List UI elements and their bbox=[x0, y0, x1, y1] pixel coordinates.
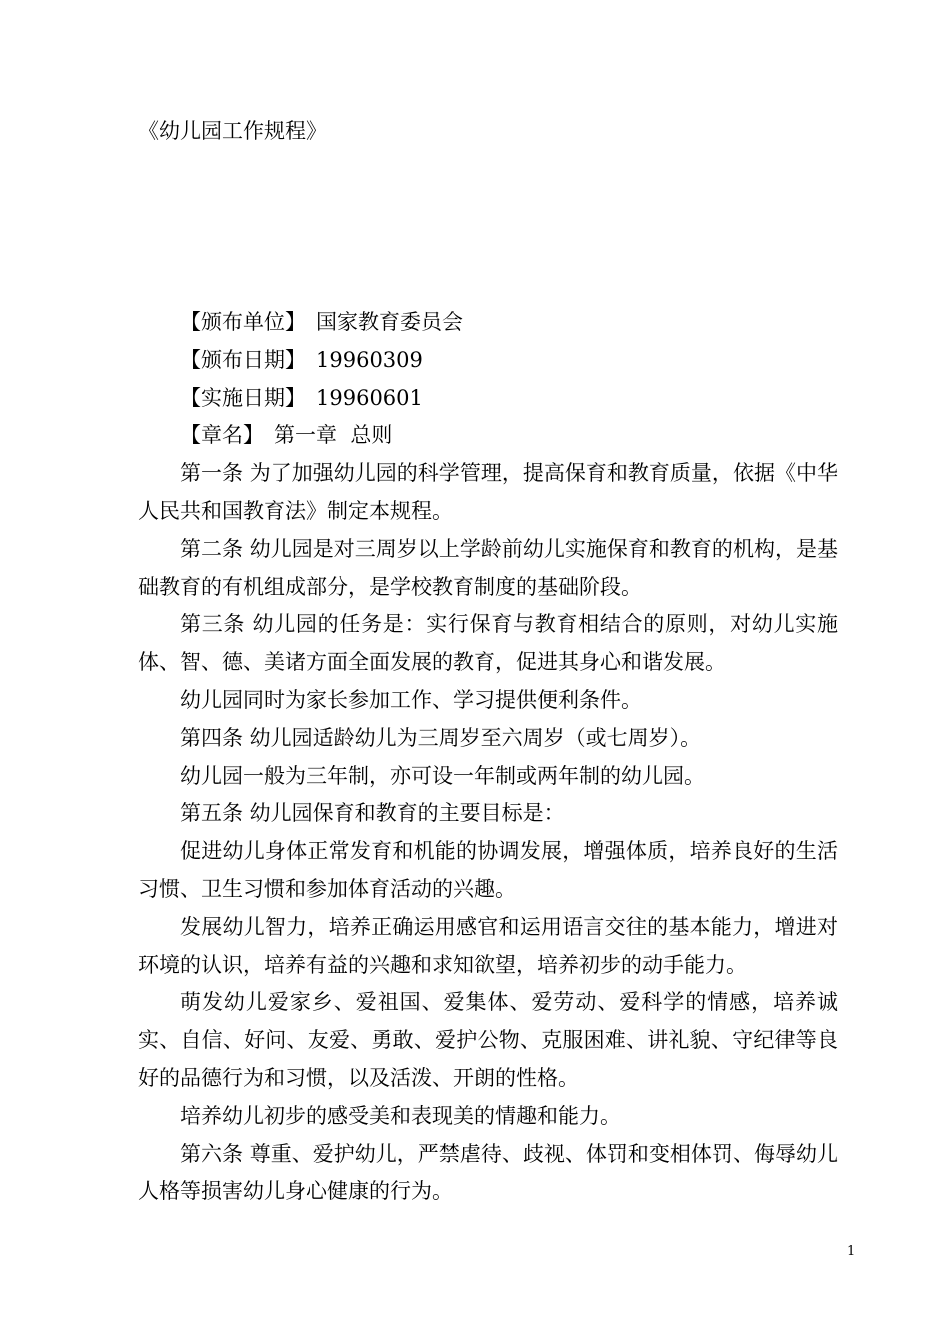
meta-effective-date bbox=[138, 380, 838, 418]
meta-issuer-value: 国家教育委员会 bbox=[316, 310, 463, 334]
document-body bbox=[138, 304, 838, 1211]
paragraph: 第二条 幼儿园是对三周岁以上学龄前幼儿实施保育和教育的机构，是基础教育的有机组成部分，是学校教育制度的基础阶段。 bbox=[138, 536, 838, 599]
meta-issuer bbox=[138, 304, 838, 342]
meta-chapter-tag: 【章名】 bbox=[180, 423, 264, 448]
paragraph: 第四条 幼儿园适龄幼儿为三周岁至六周岁（或七周岁）。 bbox=[180, 725, 702, 750]
meta-effective-date-value: 19960601 bbox=[316, 385, 423, 410]
meta-issue-date bbox=[138, 342, 838, 380]
document-title: 《幼儿园工作规程》 bbox=[138, 119, 327, 143]
paragraph: 第一条 为了加强幼儿园的科学管理，提高保育和教育质量，依据《中华人民共和国教育法》制定本规程。 bbox=[138, 461, 838, 523]
paragraph: 幼儿园同时为家长参加工作、学习提供便利条件。 bbox=[180, 687, 642, 712]
paragraph: 第六条 尊重、爱护幼儿，严禁虐待、歧视、体罚和变相体罚、侮辱幼儿人格等损害幼儿身心健康的行为。 bbox=[138, 1141, 838, 1204]
meta-chapter bbox=[138, 417, 838, 455]
paragraph: 发展幼儿智力，培养正确运用感官和运用语言交往的基本能力，增进对环境的认识，培养有益的兴趣和求知欲望，培养初步的动手能力。 bbox=[138, 914, 838, 977]
paragraph: 促进幼儿身体正常发育和机能的协调发展，增强体质，培养良好的生活习惯、卫生习惯和参加体育活动的兴趣。 bbox=[138, 839, 838, 901]
meta-chapter-value: 第一章 总则 bbox=[274, 423, 393, 448]
meta-issue-date-tag: 【颁布日期】 bbox=[180, 347, 306, 372]
paragraph: 幼儿园一般为三年制，亦可设一年制或两年制的幼儿园。 bbox=[180, 763, 705, 788]
paragraph: 培养幼儿初步的感受美和表现美的情趣和能力。 bbox=[180, 1103, 621, 1128]
meta-issue-date-value: 19960309 bbox=[316, 347, 423, 372]
paragraph: 第三条 幼儿园的任务是：实行保育与教育相结合的原则，对幼儿实施体、智、德、美诸方面全面发展的教育，促进其身心和谐发展。 bbox=[138, 612, 838, 675]
page-number: 1 bbox=[847, 1244, 856, 1259]
meta-effective-date-tag: 【实施日期】 bbox=[180, 385, 306, 410]
paragraph: 第五条 幼儿园保育和教育的主要目标是： bbox=[180, 801, 565, 826]
paragraph: 萌发幼儿爱家乡、爱祖国、爱集体、爱劳动、爱科学的情感，培养诚实、自信、好问、友爱、勇敢、爱护公物、克服困难、讲礼貌、守纪律等良好的品德行为和习惯，以及活泼、开朗的性格。 bbox=[138, 990, 838, 1090]
meta-issuer-tag: 【颁布单位】 bbox=[180, 310, 306, 334]
